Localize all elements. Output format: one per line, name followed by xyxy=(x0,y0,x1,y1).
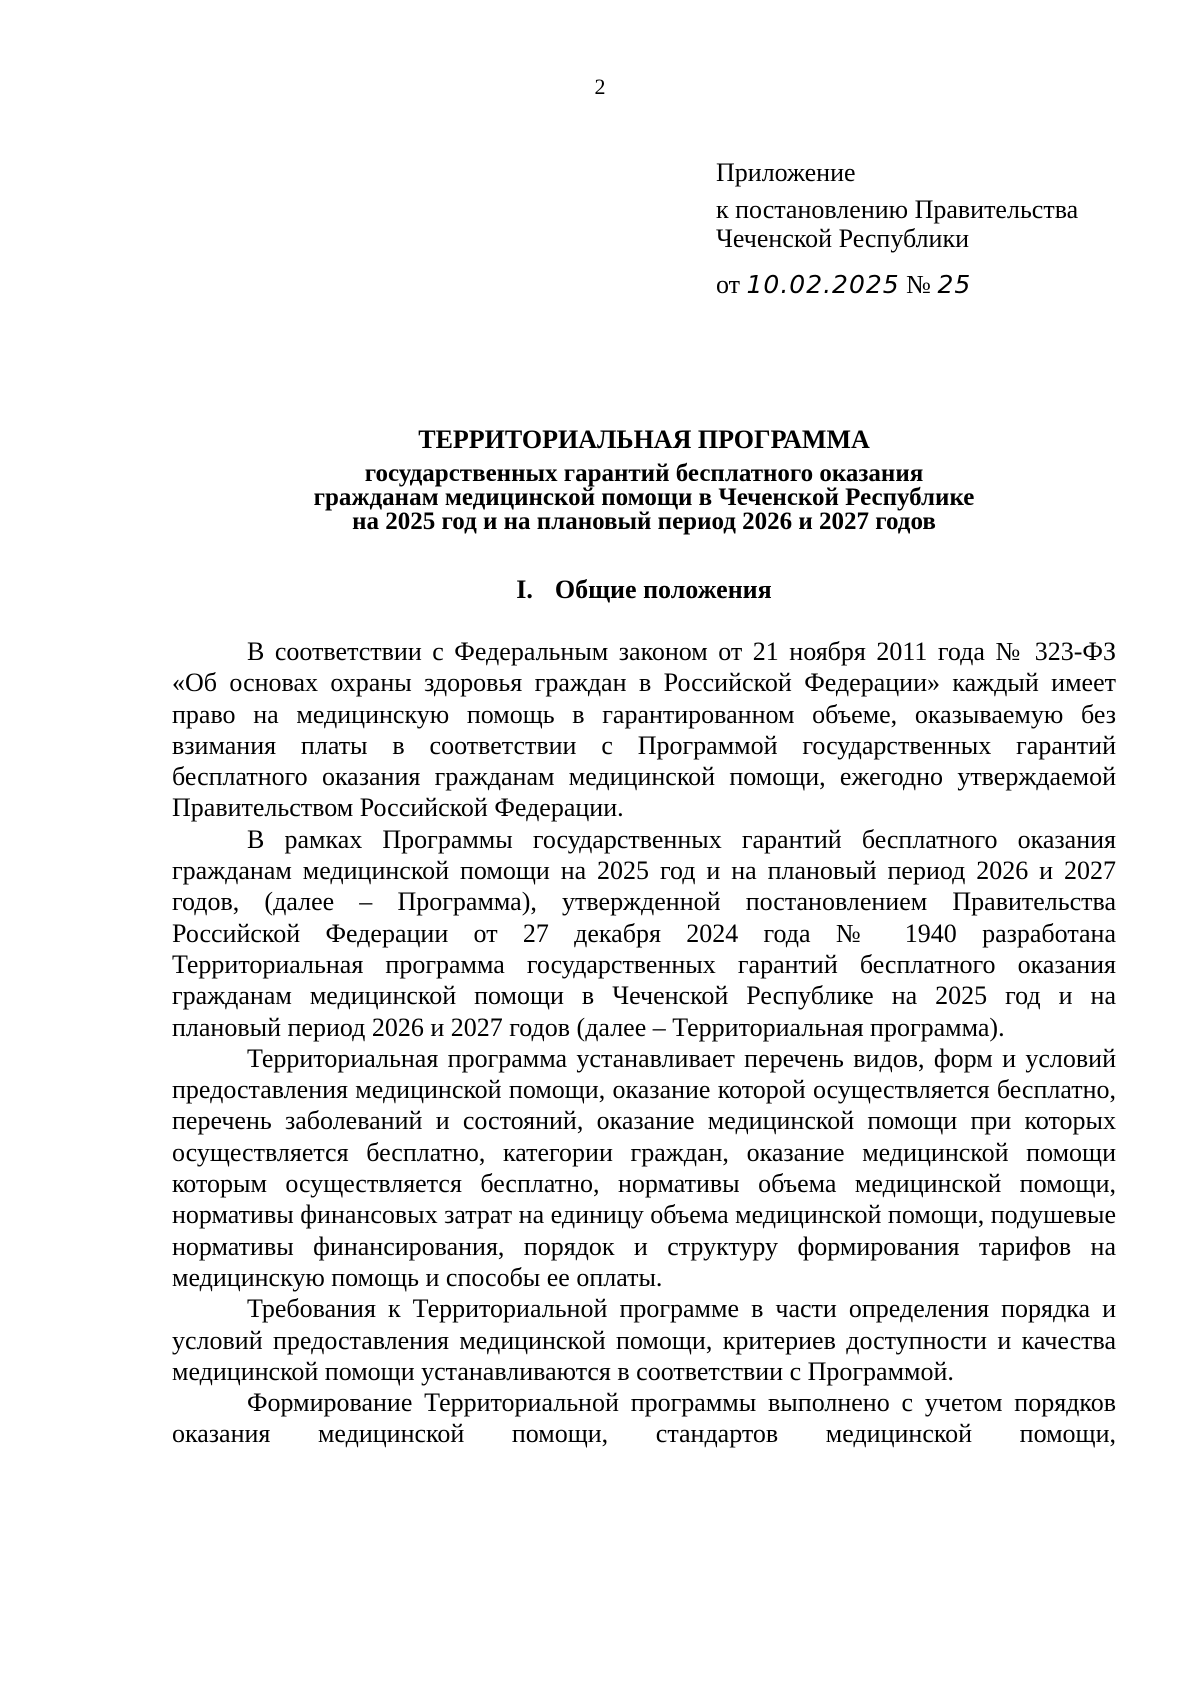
handwritten-date: 10.02.2025 xyxy=(746,270,900,299)
section-number: I. xyxy=(516,575,533,604)
appendix-title: Приложение xyxy=(716,158,856,187)
subtitle-line: государственных гарантий бесплатного оказания xyxy=(364,460,924,487)
appendix-date-line xyxy=(716,270,1078,299)
appendix-republic-line: Чеченской Республики xyxy=(716,224,970,253)
page-number: 2 xyxy=(594,74,606,99)
date-prefix: от xyxy=(716,270,741,299)
appendix-resolution-line: к постановлению Правительства xyxy=(716,195,1079,224)
paragraph: В соответствии с Федеральным законом от 21 ноября 2011 года № 323-ФЗ «Об основах охраны здоровья граждан в Российской Федерации» каждый имеет право на медицинскую помощь в гарантированном объеме, оказываемую без взимания платы в соответствии с Программой государственных гарантий бесплатного оказания гражданам медицинской помощи, ежегодно утверждаемой Правительством Российской Федерации. xyxy=(172,637,1116,823)
subtitle-line: гражданам медицинской помощи в Чеченской Республике xyxy=(313,484,975,511)
paragraph: В рамках Программы государственных гарантий бесплатного оказания гражданам медицинской помощи на 2025 год и на плановый период 2026 и 2027 годов, (далее – Программа), утвержденной постановлением Правительства Российской Федерации от 27 декабря 2024 года № 1940 разработана Территориальная программа государственных гарантий бесплатного оказания гражданам медицинской помощи в Чеченской Республике на 2025 год и на плановый период 2026 и 2027 годов (далее – Территориальная программа). xyxy=(172,824,1116,1042)
handwritten-number: 25 xyxy=(937,270,972,299)
section-title: Общие положения xyxy=(554,575,772,604)
paragraph: Требования к Территориальной программе в части определения порядка и условий предоставления медицинской помощи, критериев доступности и качества медицинской помощи устанавливаются в соответствии с Программой. xyxy=(172,1294,1116,1386)
program-title: ТЕРРИТОРИАЛЬНАЯ ПРОГРАММА xyxy=(418,425,870,454)
subtitle-line: на 2025 год и на плановый период 2026 и 2027 годов xyxy=(352,508,936,535)
body-text xyxy=(172,636,1116,1450)
program-subtitle xyxy=(172,462,1116,534)
number-sign: № xyxy=(906,270,931,299)
paragraph: Формирование Территориальной программы выполнено с учетом порядков оказания медицинской помощи, стандартов медицинской помощи, xyxy=(172,1388,1116,1449)
paragraph: Территориальная программа устанавливает перечень видов, форм и условий предоставления медицинской помощи, оказание которой осуществляется бесплатно, перечень заболеваний и состояний, оказание медицинской помощи при которых осуществляется бесплатно, категории граждан, оказание медицинской помощи которым осуществляется бесплатно, нормативы объема медицинской помощи, нормативы финансовых затрат на единицу объема медицинской помощи, подушевые нормативы финансирования, порядок и структуру формирования тарифов на медицинскую помощь и способы ее оплаты. xyxy=(172,1043,1116,1292)
appendix-block xyxy=(716,158,1078,299)
section-heading xyxy=(172,575,1116,605)
